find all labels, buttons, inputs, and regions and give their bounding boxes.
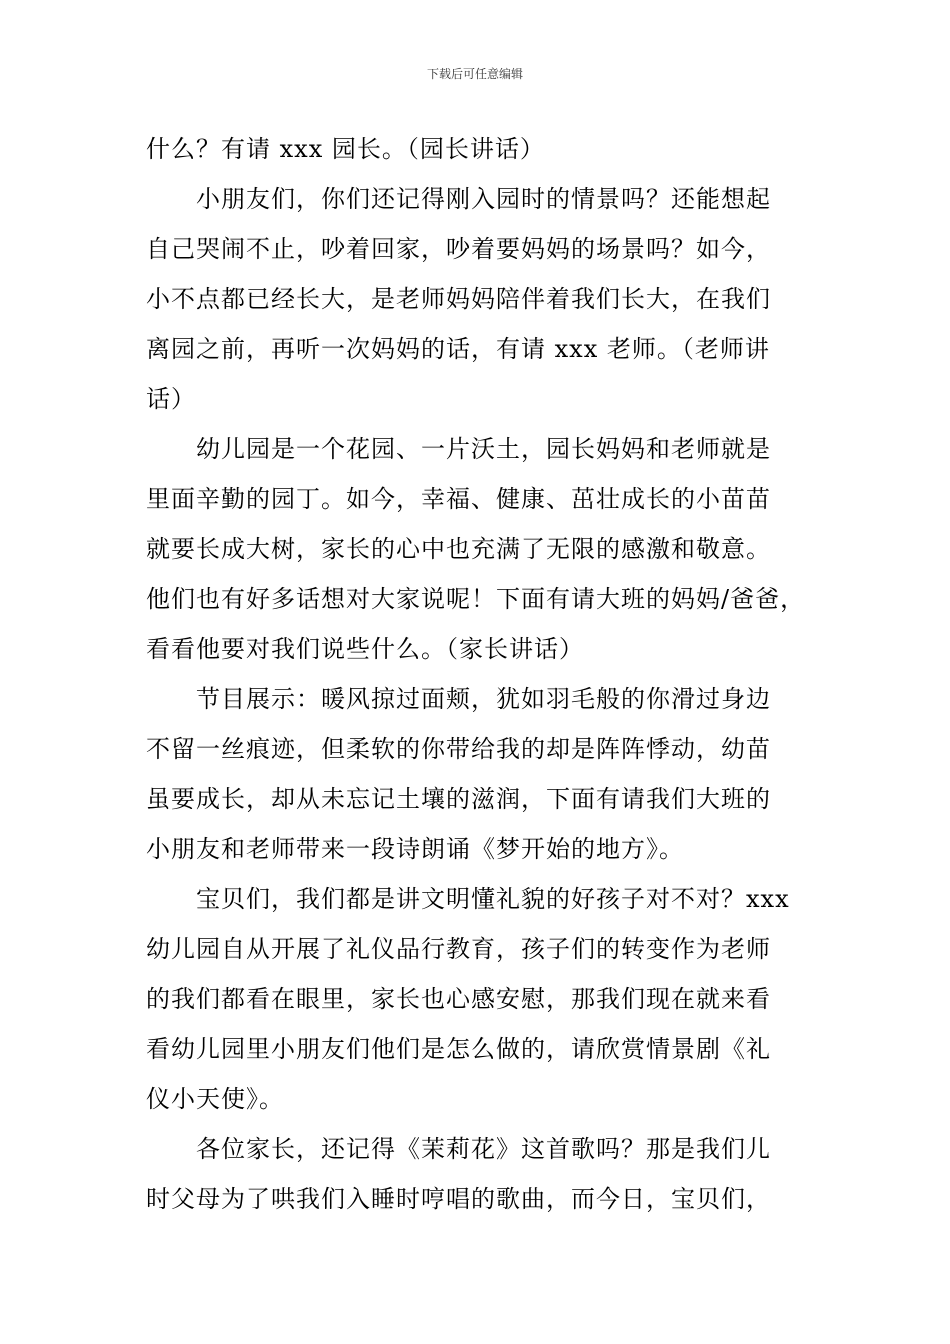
text-line-2: 小朋友们，你们还记得刚入园时的情景吗？还能想起 [196,185,771,213]
text-line-13: 不留一丝痕迹，但柔软的你带给我的却是阵阵悸动，幼苗 [146,735,771,763]
text-line-16: 宝贝们，我们都是讲文明懂礼貌的好孩子对不对？xxx [196,885,790,913]
text-line-4: 小不点都已经长大，是老师妈妈陪伴着我们长大，在我们 [146,285,771,313]
text-line-12: 节目展示：暖风掠过面颊，犹如羽毛般的你滑过身边 [196,685,771,713]
text-line-9: 就要长成大树，家长的心中也充满了无限的感激和敬意。 [146,535,771,563]
text-line-15: 小朋友和老师带来一段诗朗诵《梦开始的地方》。 [146,835,684,863]
text-line-6: 话） [146,385,196,413]
text-line-20: 仪小天使》。 [146,1085,284,1113]
text-line-18: 的我们都看在眼里，家长也心感安慰，那我们现在就来看 [146,985,771,1013]
text-line-3: 自己哭闹不止，吵着回家，吵着要妈妈的场景吗？如今， [146,235,771,263]
text-line-14: 虽要成长，却从未忘记土壤的滋润，下面有请我们大班的 [146,785,771,813]
text-line-11: 看看他要对我们说些什么。（家长讲话） [146,635,584,663]
text-line-17: 幼儿园自从开展了礼仪品行教育，孩子们的转变作为老师 [146,935,771,963]
text-line-21: 各位家长，还记得《茉莉花》这首歌吗？那是我们儿 [196,1135,771,1163]
page-header: 下载后可任意编辑 [426,67,523,81]
text-line-1: 什么？有请 xxx 园长。（园长讲话） [146,135,545,163]
text-line-19: 看幼儿园里小朋友们他们是怎么做的，请欣赏情景剧《礼 [146,1035,771,1063]
text-line-22: 时父母为了哄我们入睡时哼唱的歌曲，而今日，宝贝们， [146,1185,771,1213]
document-body [146,124,812,1224]
text-line-10: 他们也有好多话想对大家说呢！下面有请大班的妈妈/爸爸， [146,585,806,613]
text-line-7: 幼儿园是一个花园、一片沃土，园长妈妈和老师就是 [196,435,771,463]
text-line-8: 里面辛勤的园丁。如今，幸福、健康、茁壮成长的小苗苗 [146,485,771,513]
text-line-5: 离园之前，再听一次妈妈的话，有请 xxx 老师。（老师讲 [146,335,770,363]
